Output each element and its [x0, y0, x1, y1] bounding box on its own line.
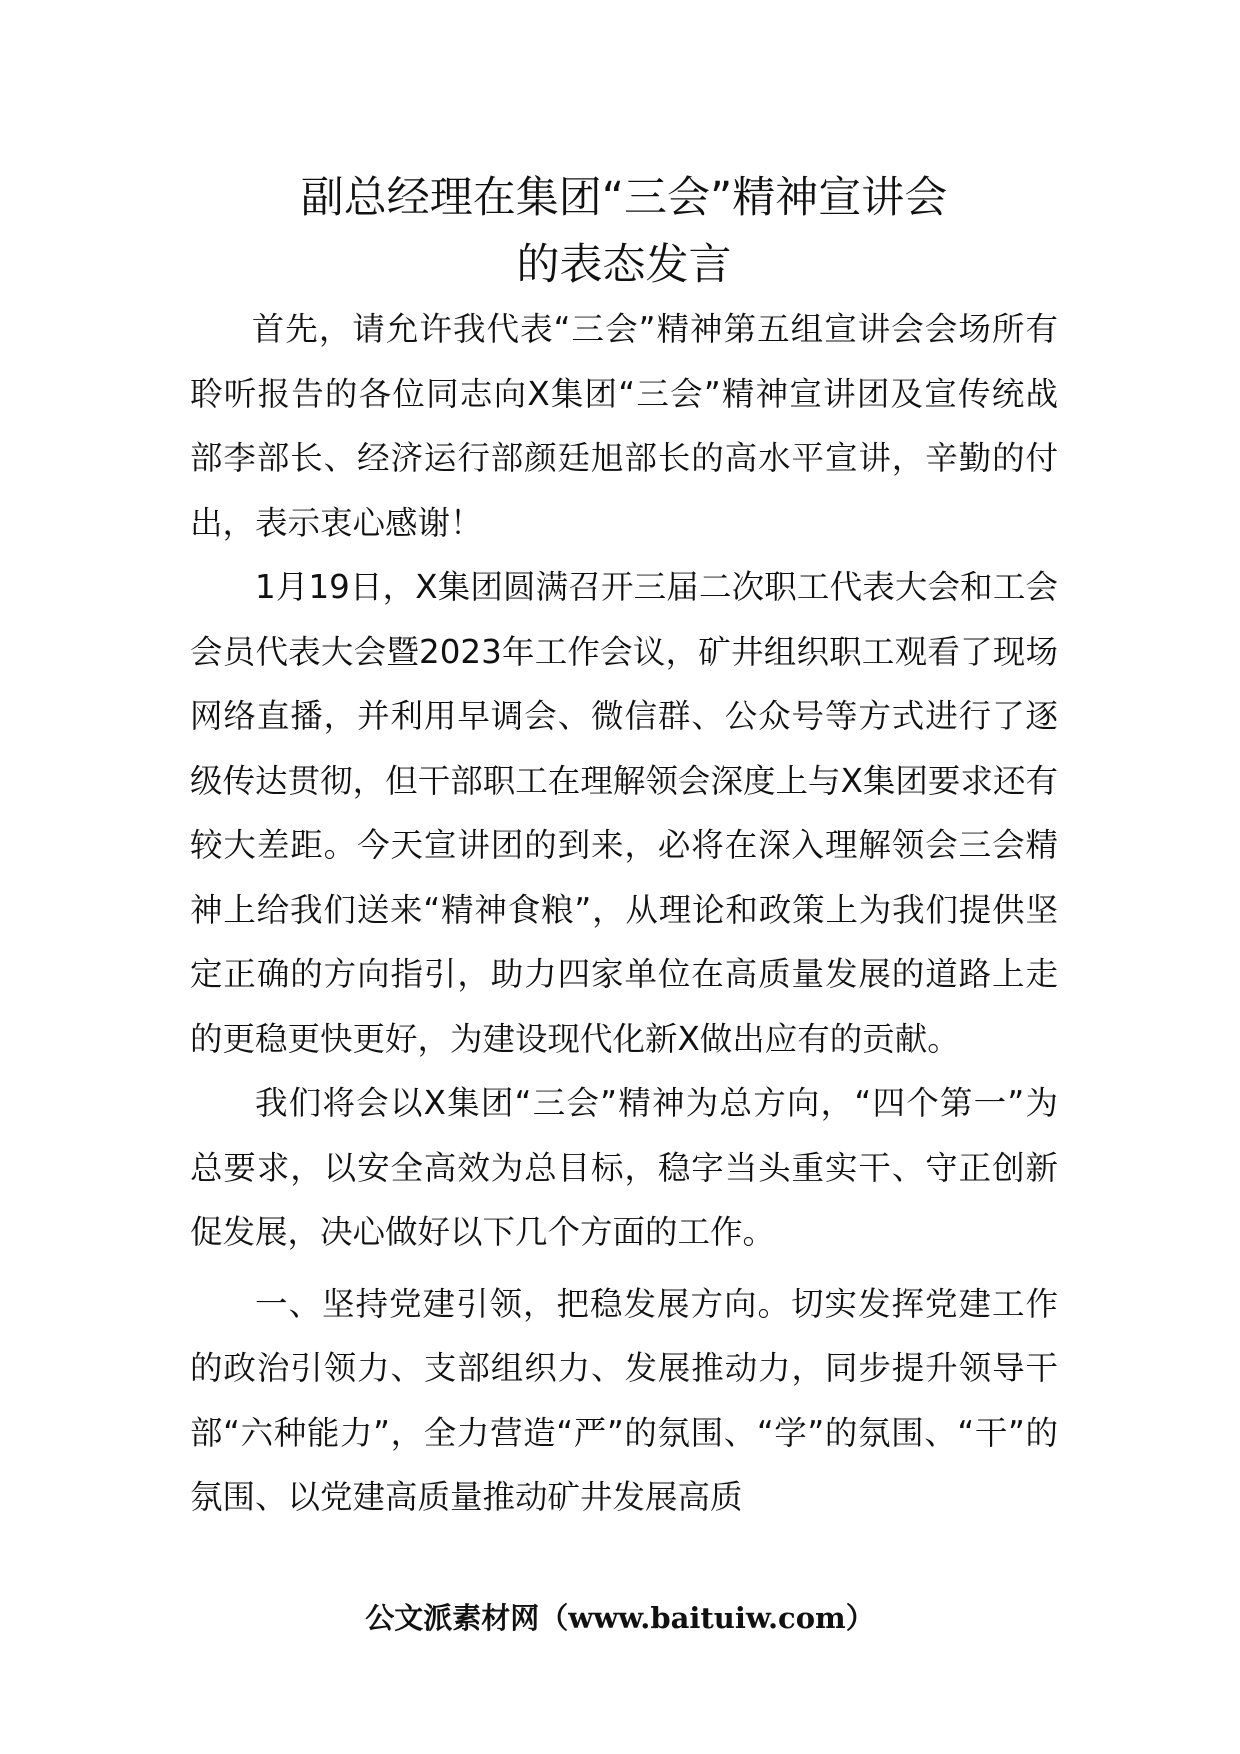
- document-body: [190, 297, 1058, 1530]
- paragraph-2: 1月19日，X集团圆满召开三届二次职工代表大会和工会会员代表大会暨2023年工作会议，矿井组织职工观看了现场网络直播，并利用早调会、微信群、公众号等方式进行了逐级传达贯彻，但干部职工在理解领会深度上与X集团要求还有较大差距。今天宣讲团的到来，必将在深入理解领会三会精神上给我们送来“精神食粮”，从理论和政策上为我们提供坚定正确的方向指引，助力四家单位在高质量发展的道路上走的更稳更快更好，为建设现代化新X做出应有的贡献。: [190, 568, 1058, 1058]
- footer-watermark: 公文派素材网（www.baituiw.com）: [365, 1601, 875, 1635]
- paragraph-4: 一、坚持党建引领，把稳发展方向。切实发挥党建工作的政治引领力、支部组织力、发展推动力，同步提升领导干部“六种能力”，全力营造“严”的氛围、“学”的氛围、“干”的氛围、以党建高质量推动矿井发展高质: [190, 1284, 1058, 1516]
- document-title-line-1: 副总经理在集团“三会”精神宣讲会: [300, 173, 948, 223]
- paragraph-1: 首先，请允许我代表“三会”精神第五组宣讲会会场所有聆听报告的各位同志向X集团“三会”精神宣讲团及宣传统战部李部长、经济运行部颜廷旭部长的高水平宣讲，辛勤的付出，表示衷心感谢！: [190, 310, 1058, 542]
- document-title-line-2: 的表态发言: [516, 240, 732, 290]
- paragraph-3: 我们将会以X集团“三会”精神为总方向，“四个第一”为总要求，以安全高效为总目标，稳字当头重实干、守正创新促发展，决心做好以下几个方面的工作。: [190, 1084, 1058, 1251]
